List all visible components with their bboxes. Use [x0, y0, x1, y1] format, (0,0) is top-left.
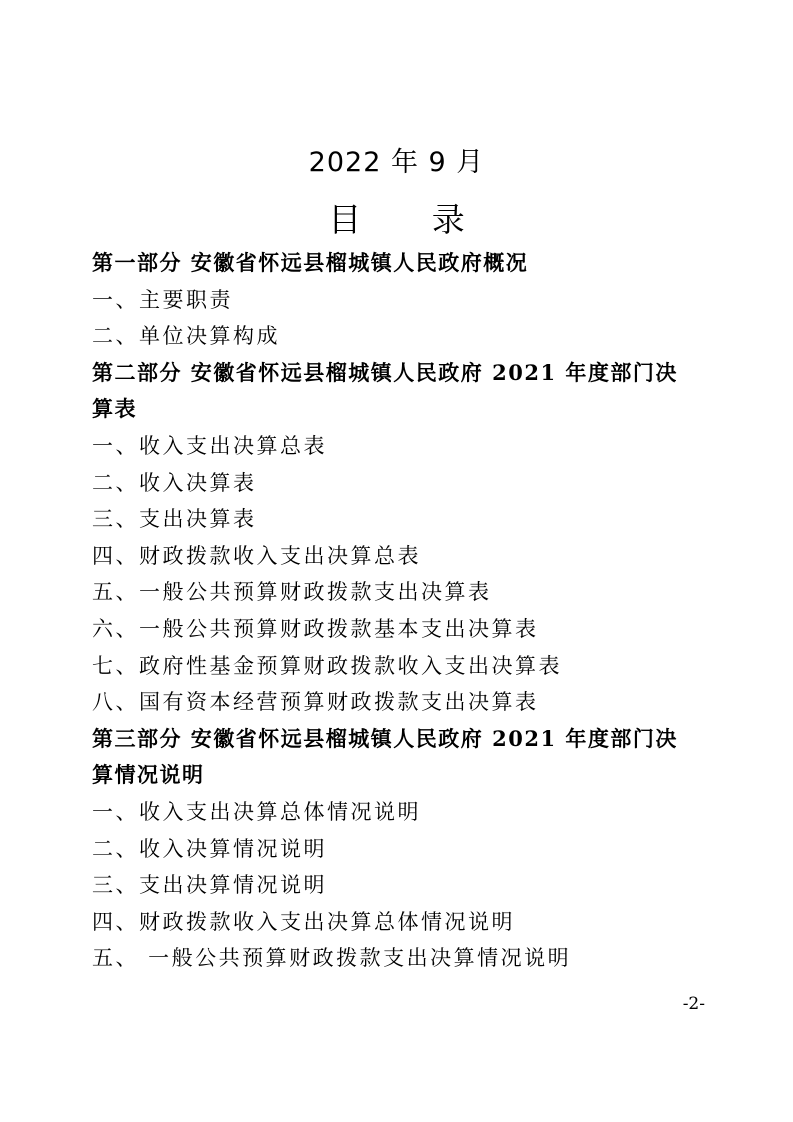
- toc-line: 六、一般公共预算财政拨款基本支出决算表: [92, 616, 539, 641]
- toc-line: 一、主要职责: [92, 287, 233, 312]
- toc-line: 第二部分 安徽省怀远县榴城镇人民政府 2021 年度部门决: [92, 359, 678, 385]
- table-of-contents: [92, 245, 712, 977]
- toc-heading: 目 录: [328, 200, 495, 239]
- toc-line: 一、收入支出决算总表: [92, 433, 327, 458]
- toc-line: 四、财政拨款收入支出决算总体情况说明: [92, 909, 515, 934]
- toc-line: 二、收入决算表: [92, 470, 257, 495]
- toc-line: 三、支出决算情况说明: [92, 873, 327, 898]
- document-date: 2022 年 9 月: [308, 147, 485, 178]
- toc-line: 第一部分 安徽省怀远县榴城镇人民政府概况: [92, 250, 529, 275]
- toc-line: 二、收入决算情况说明: [92, 836, 327, 861]
- toc-line: 二、单位决算构成: [92, 324, 280, 349]
- toc-line: 第三部分 安徽省怀远县榴城镇人民政府 2021 年度部门决: [92, 725, 678, 751]
- toc-line: 四、财政拨款收入支出决算总表: [92, 543, 421, 568]
- toc-line: 八、国有资本经营预算财政拨款支出决算表: [92, 690, 539, 715]
- toc-line: 一、收入支出决算总体情况说明: [92, 799, 421, 824]
- toc-line: 五、 一般公共预算财政拨款支出决算情况说明: [92, 946, 572, 971]
- page-number: -2-: [682, 994, 705, 1014]
- toc-line: 算情况说明: [92, 762, 205, 788]
- toc-line: 五、一般公共预算财政拨款支出决算表: [92, 580, 492, 605]
- toc-line: 三、支出决算表: [92, 507, 257, 532]
- toc-line: 七、政府性基金预算财政拨款收入支出决算表: [92, 653, 562, 678]
- toc-line: 算表: [92, 396, 137, 422]
